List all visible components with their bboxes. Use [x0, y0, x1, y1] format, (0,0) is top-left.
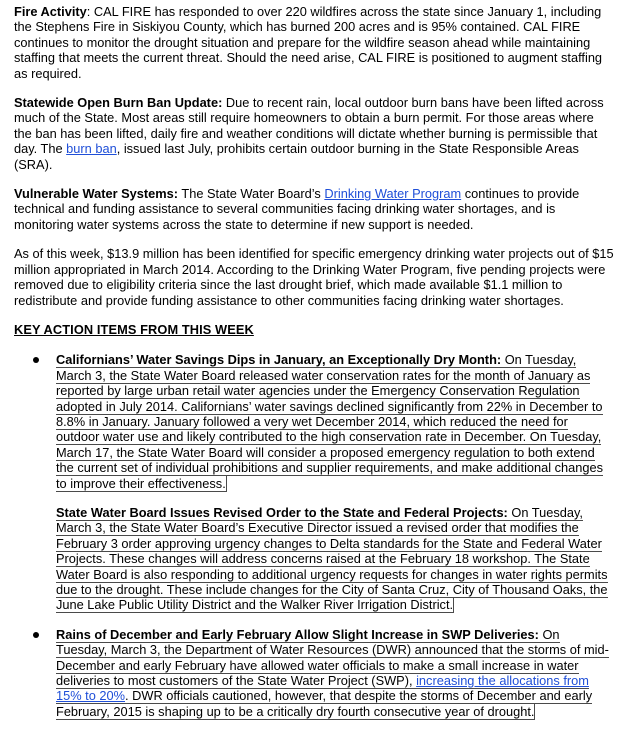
burn-ban-text-1: Due to recent rain, local outdoor burn bans have been lifted across much of the State. Most areas still require homeowners to obtain a burn permit. For those areas where the ban has been lifted, daily fire and weather conditions will dictate whether burning is permissible that day. The [14, 95, 604, 157]
item-title: State Water Board Issues Revised Order to the State and Federal Projects: [56, 504, 508, 520]
item-text: On Tuesday, March 3, the State Water Board’s Executive Director issued a revised order that modifies the February 3 order approving urgency changes to Delta standards for the State and Federal Water Projects. These changes will address concerns raised at the February 18 workshop. The State Water Board is also responding to additional urgency requests for changes in water rights permits due to the drought. These include changes for the City of Santa Cruz, City of Thousand Oaks, the June Lake Public Utility District and the Walker River Irrigation District. [56, 504, 608, 613]
item-water-savings [56, 352, 603, 491]
item-title: Californians’ Water Savings Dips in January, an Exceptionally Dry Month: [56, 352, 502, 368]
key-actions-heading: KEY ACTION ITEMS FROM THIS WEEK [14, 321, 254, 337]
key-actions-list-2 [14, 627, 614, 719]
burn-ban-title: Statewide Open Burn Ban Update: [14, 95, 223, 111]
item-swp-deliveries [56, 627, 609, 720]
water-systems-text-1: The State Water Board’s [178, 186, 325, 202]
fire-activity-paragraph [14, 4, 614, 81]
item-revised-order [56, 505, 608, 613]
water-systems-paragraph [14, 186, 614, 232]
drinking-water-program-link[interactable]: Drinking Water Program [324, 186, 462, 202]
burn-ban-paragraph [14, 95, 614, 172]
document-page [14, 4, 614, 733]
allocations-link[interactable]: increasing the allocations from 15% to 20% [56, 673, 589, 704]
list-subitem [14, 505, 614, 613]
water-systems-title: Vulnerable Water Systems: [14, 186, 179, 202]
fire-activity-title: Fire Activity [14, 4, 87, 19]
item-text-1: On Tuesday, March 3, the Department of Water Resources (DWR) announced that the storms of mid-December and early February have allowed water officials to make a small increase in water deliveries to most customers of the State Water Project (SWP), [56, 626, 609, 689]
item-text: On Tuesday, March 3, the State Water Board released water conservation rates for the month of January as reported by large urban retail water agencies under the Emergency Conservation Regulation adopted in July 2014. Californians’ water savings declined significantly from 22% in December to 8.8% in January. January followed a very wet December 2014, which reduced the need for outdoor water use and likely contributed to the high conservation rate in December. On Tuesday, March 17, the State Water Board will consider a proposed emergency regulation to both extend the current set of individual prohibitions and supplier requirements, and make additional changes to improve their effectiveness. [56, 352, 604, 491]
burn-ban-text-2: , issued last July, prohibits certain outdoor burning in the State Responsible Areas (SRA). [14, 141, 579, 172]
bullet-icon [33, 632, 39, 638]
item-text-2: . DWR officials cautioned, however, that despite the storms of December and early February, 2015 is shaping up to be a critically dry fourth consecutive year of drought. [56, 688, 593, 719]
list-item [14, 352, 614, 491]
list-item [14, 627, 614, 719]
fire-activity-text: : CAL FIRE has responded to over 220 wildfires across the state since January 1, including the Stephens Fire in Siskiyou County, which has burned 200 acres and is 95% contained. CAL FIRE continues to monitor the drought situation and prepare for the wildfire season ahead while maintaining staffing that meets the current threat. Should the need arise, CAL FIRE is positioned to augment staffing as required. [14, 4, 603, 81]
bullet-icon [33, 357, 39, 363]
key-actions-list [14, 352, 614, 491]
water-systems-text-2: continues to provide technical and funding assistance to several communities facing drinking water shortages, and is monitoring water systems across the state to determine if new support is needed. [14, 186, 580, 232]
item-title: Rains of December and Early February Allow Slight Increase in SWP Deliveries: [56, 626, 539, 642]
funding-paragraph: As of this week, $13.9 million has been identified for specific emergency drinking water projects out of $15 million appropriated in March 2014. According to the Drinking Water Program, five pending projects were removed due to eligibility criteria since the last drought brief, which made available $1.1 million to redistribute and provide funding assistance to other communities facing drinking water shortages. [14, 246, 614, 308]
burn-ban-link[interactable]: burn ban [66, 141, 117, 157]
